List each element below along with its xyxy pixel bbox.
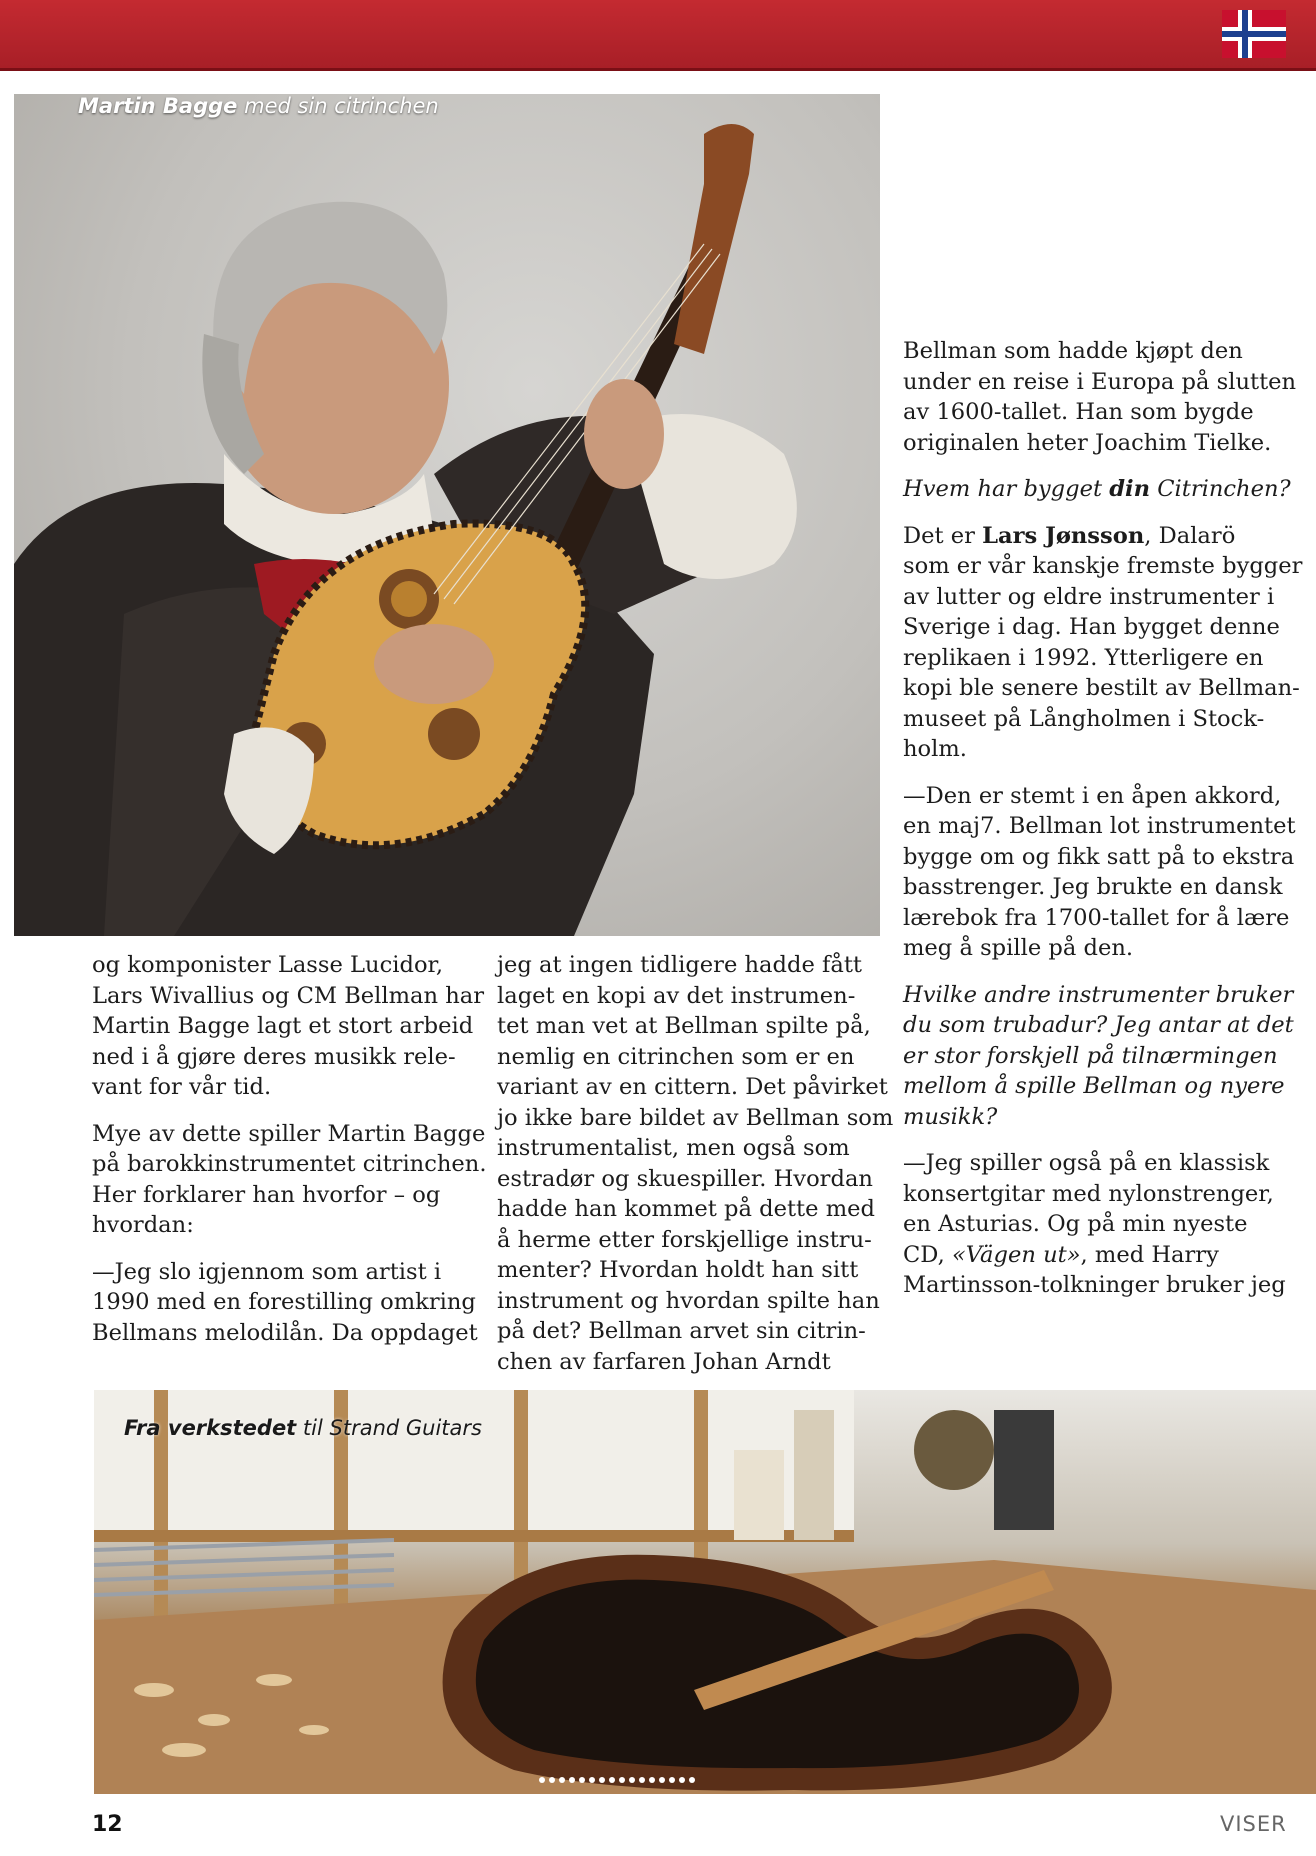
photo-workshop — [94, 1390, 1316, 1794]
col1-paragraph: —Jeg slo igjennom som artist i 1990 med en forestilling omkring Bellmans melodilån. Da oppdaget — [92, 1258, 478, 1346]
text-column-2 — [497, 950, 894, 1393]
col1-paragraph: og komponister Lasse Lucidor, Lars Wivallius og CM Bellman har Martin Bagge lagt et stort arbeid ned i å gjøre deres musikk rele- vant for vår tid. — [92, 952, 485, 1100]
photo-illustration — [14, 94, 880, 936]
header-band — [0, 0, 1316, 71]
interview-question: Hvilke andre instrumenter bruker du som trubadur? Jeg antar at det er stor forskjell på tilnærmingen mellom å spille Bellman og nyere musikk? — [903, 981, 1294, 1130]
col1-paragraph: Mye av dette spiller Martin Bagge på barokkinstrumentet citrinchen. Her forklarer han hvorfor – og hvordan: — [92, 1120, 487, 1238]
caption-top: Martin Bagge med sin citrinchen — [78, 94, 439, 118]
text-column-1 — [92, 950, 487, 1364]
caption-bottom: Fra verkstedet til Strand Guitars — [124, 1416, 482, 1440]
norway-flag-icon — [1222, 10, 1286, 58]
page-number: 12 — [92, 1812, 123, 1837]
col3-paragraph: Bellman som hadde kjøpt den under en reise i Europa på slutten av 1600-tallet. Han som bygde originalen heter Joachim Tielke. — [903, 338, 1297, 456]
text-column-3 — [903, 336, 1303, 1317]
col3-paragraph: —Den er stemt i en åpen akkord, en maj7. Bellman lot instrumentet bygge om og fikk satt på to ekstra basstrenger. Jeg brukte en dansk lærebok fra 1700-tallet for å lære meg å spille på den. — [903, 782, 1296, 961]
col2-paragraph: jeg at ingen tidligere hadde fått laget en kopi av det instrumen- tet man vet at Bellman spilte på, nemlig en citrinchen som er en variant av en cittern. Det påvirket jo ikke bare bildet av Bellman som instrumentalist, men også som estradør og skuespiller. Hvordan hadde han kommet på dette med å herme etter forskjellige instru- menter? Hvordan holdt han sitt instrument og hvordan spilte han på det? Bellman arvet sin citrin- chen av farfaren Johan Arndt — [497, 952, 894, 1375]
photo-martin-bagge — [14, 94, 880, 936]
magazine-name: VISER — [1220, 1812, 1287, 1836]
col3-paragraph: —Jeg spiller også på en klassisk konsertgitar med nylonstrenger, en Asturias. Og på min nyeste CD, «Vägen ut», med Harry Martinsson-tolkninger bruker jeg — [903, 1150, 1286, 1298]
workshop-illustration — [94, 1390, 1316, 1794]
col3-paragraph: Det er Lars Jønsson, Dalarö som er vår kanskje fremste bygger av lutter og eldre instrumenter i Sverige i dag. Han bygget denne replikaen i 1992. Ytterligere en kopi ble senere bestilt av Bellman- museet på Långholmen i Stock- holm. — [903, 522, 1303, 762]
interview-question: Hvem har bygget din Citrinchen? — [903, 476, 1291, 502]
